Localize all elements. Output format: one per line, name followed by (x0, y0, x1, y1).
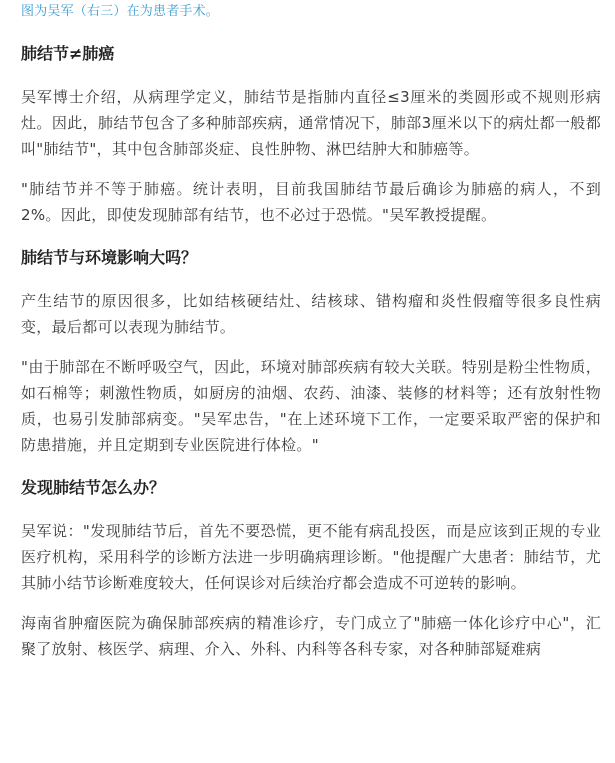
section-heading-what-to-do: 发现肺结节怎么办？ (21, 478, 166, 497)
paragraph: 吴军说："发现肺结节后，首先不要恐慌，更不能有病乱投医，而是应该到正规的专业医疗机构，采用科学的诊断方法进一步明确病理诊断。"他提醒广大患者：肺结节，尤其肺小结节诊断难度较大，任何误诊对后续治疗都会造成不可逆转的影响。 (21, 522, 601, 592)
paragraph: 海南省肿瘤医院为确保肺部疾病的精准诊疗，专门成立了"肺癌一体化诊疗中心"，汇聚了放射、核医学、病理、介入、外科、内科等各科专家，对各种肺部疑难病 (21, 614, 601, 658)
section-heading-environment: 肺结节与环境影响大吗？ (21, 248, 198, 267)
paragraph: "肺结节并不等于肺癌。统计表明，目前我国肺结节最后确诊为肺癌的病人，不到2%。因此，即使发现肺部有结节，也不必过于恐慌。"吴军教授提醒。 (21, 180, 601, 224)
section-heading-nodule-not-cancer: 肺结节≠肺癌 (21, 44, 115, 63)
paragraph: "由于肺部在不断呼吸空气，因此，环境对肺部疾病有较大关联。特别是粉尘性物质，如石棉等；刺激性物质，如厨房的油烟、农药、油漆、装修的材料等；还有放射性物质，也易引发肺部病变。"吴军忠告，"在上述环境下工作，一定要采取严密的保护和防患措施，并且定期到专业医院进行体检。" (21, 358, 601, 454)
paragraph: 产生结节的原因很多，比如结核硬结灶、结核球、错构瘤和炎性假瘤等很多良性病变，最后都可以表现为肺结节。 (21, 292, 601, 336)
image-caption: 图为吴军（右三）在为患者手术。 (21, 4, 220, 19)
paragraph: 吴军博士介绍，从病理学定义，肺结节是指肺内直径≤3厘米的类圆形或不规则形病灶。因此，肺结节包含了多种肺部疾病，通常情况下，肺部3厘米以下的病灶都一般都叫"肺结节"，其中包含肺部炎症、良性肿物、淋巴结肿大和肺癌等。 (21, 88, 601, 158)
article-body (21, 0, 601, 662)
